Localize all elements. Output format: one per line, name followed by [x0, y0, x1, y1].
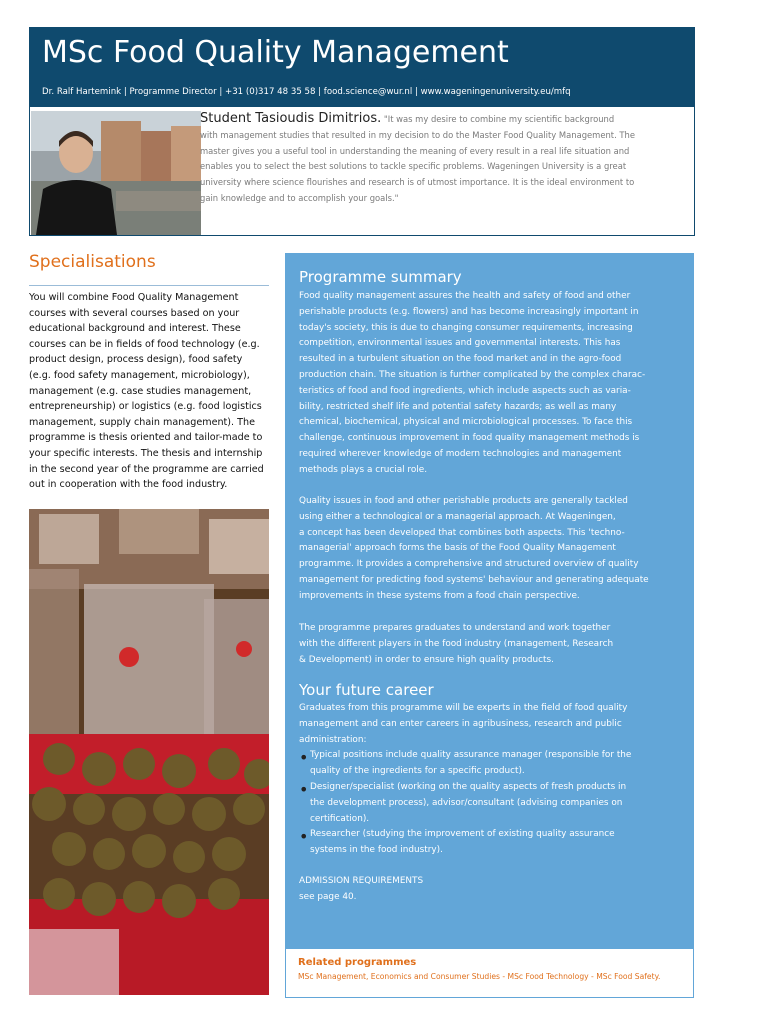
- programme-summary-box: [285, 253, 694, 948]
- text-line: educational background and interest. These: [29, 323, 241, 335]
- career-bullet: [299, 827, 631, 859]
- student-testimonial: [29, 107, 695, 236]
- career-text: [299, 701, 631, 859]
- summary-paragraph-2: [299, 494, 649, 605]
- text-line: using either a technological or a managerial approach. At Wageningen,: [299, 511, 616, 522]
- text-line: programme is thesis oriented and tailor-made to: [29, 432, 263, 444]
- divider: [29, 285, 269, 286]
- header-banner: [29, 27, 695, 107]
- text-line: today's society, this is due to changing consumer requirements, increasing: [299, 322, 633, 333]
- page-title: MSc Food Quality Management: [42, 35, 509, 70]
- career-heading: Your future career: [299, 681, 434, 699]
- admission-requirements: [299, 874, 423, 906]
- text-line: & Development) in order to ensure high quality products.: [299, 654, 554, 665]
- text-line: with the different players in the food industry (management, Research: [299, 638, 614, 649]
- quote-line: master gives you a useful tool in understanding the meaning of every result in a real life situation and: [200, 145, 630, 156]
- quote-line: university where science flourishes and research is of utmost importance. It is the ideal environment to: [200, 177, 635, 188]
- text-line: entrepreneurship) or logistics (e.g. food logistics: [29, 401, 262, 413]
- text-line: The programme prepares graduates to understand and work together: [299, 623, 611, 633]
- text-line: management for predicting food systems' behaviour and generating adequate: [299, 574, 649, 585]
- text-line: • Researcher (studying the improvement of existing quality assurance: [310, 829, 615, 840]
- market-photo: [29, 509, 269, 995]
- text-line: • Typical positions include quality assurance manager (responsible for the: [310, 750, 632, 761]
- text-line: methods plays a crucial role.: [299, 464, 428, 475]
- text-line: Graduates from this programme will be experts in the field of food quality: [299, 703, 628, 713]
- related-heading: Related programmes: [298, 957, 417, 968]
- career-bullet: [299, 748, 631, 780]
- text-line: systems in the food industry).: [310, 845, 443, 856]
- admission-title: ADMISSION REQUIREMENTS: [299, 876, 424, 886]
- text-line: challenge, continuous improvement in food quality management methods is: [299, 433, 640, 444]
- text-line: certification).: [310, 813, 370, 824]
- text-line: bility, restricted shelf life and potential safety hazards; as well as many: [299, 401, 617, 412]
- summary-paragraph-3: [299, 621, 613, 668]
- text-line: courses with several courses based on your: [29, 307, 240, 319]
- text-line: the development process), advisor/consultant (advising companies on: [310, 797, 623, 808]
- text-line: improvements in these systems from a food chain perspective.: [299, 590, 580, 601]
- admission-text: see page 40.: [299, 891, 357, 902]
- text-line: managerial' approach forms the basis of the Food Quality Management: [299, 543, 616, 554]
- related-list: MSc Management, Economics and Consumer Studies - MSc Food Technology - MSc Food Safety.: [298, 972, 661, 981]
- text-line: chemical, biochemical, physical and microbiological processes. To face this: [299, 417, 633, 428]
- text-line: teristics of food and food ingredients, which include aspects such as varia-: [299, 385, 631, 396]
- text-line: administration:: [299, 734, 367, 745]
- contact-line: Dr. Ralf Hartemink | Programme Director | +31 (0)317 48 35 58 | food.science@wur.nl | www.wageningenuniversity.eu/mfq: [42, 87, 571, 97]
- student-quote: [200, 111, 670, 207]
- quote-line: "It was my desire to combine my scientific background: [383, 114, 615, 124]
- text-line: Food quality management assures the health and safety of food and other: [299, 291, 631, 301]
- text-line: resulted in a turbulent situation on the food market and in the agro-food: [299, 354, 622, 365]
- text-line: • Designer/specialist (working on the quality aspects of fresh products in: [310, 781, 627, 792]
- career-bullet: [299, 780, 631, 827]
- student-photo: [31, 111, 201, 235]
- text-line: You will combine Food Quality Management: [29, 292, 239, 303]
- text-line: competition, environmental issues and governmental interests. This has: [299, 338, 621, 349]
- text-line: (e.g. food safety management, microbiology),: [29, 369, 250, 381]
- text-line: in the second year of the programme are carried: [29, 463, 264, 475]
- text-line: courses can be in fields of food technology (e.g.: [29, 338, 260, 350]
- text-line: product design, process design), food safety: [29, 354, 243, 366]
- text-line: management and can enter careers in agribusiness, research and public: [299, 718, 622, 729]
- quote-line: gain knowledge and to accomplish your goals.": [200, 192, 399, 203]
- text-line: a concept has been developed that combines both aspects. This 'techno-: [299, 527, 625, 538]
- related-programmes-box: [285, 948, 694, 998]
- summary-heading: Programme summary: [299, 268, 462, 286]
- text-line: quality of the ingredients for a specific product).: [310, 766, 525, 777]
- text-line: out in cooperation with the food industry.: [29, 479, 228, 491]
- text-line: Quality issues in food and other perishable products are generally tackled: [299, 496, 628, 506]
- quote-line: enables you to select the best solutions to tackle specific problems. Wageningen University is a great: [200, 161, 627, 172]
- summary-paragraph-1: [299, 289, 645, 479]
- text-line: management (e.g. case studies management,: [29, 385, 252, 397]
- specialisations-heading: Specialisations: [29, 252, 156, 272]
- text-line: perishable products (e.g. flowers) and has become increasingly important in: [299, 306, 639, 317]
- text-line: programme. It provides a comprehensive and structured overview of quality: [299, 559, 639, 570]
- student-name: Student Tasioudis Dimitrios.: [200, 111, 382, 126]
- text-line: your specific interests. The thesis and internship: [29, 447, 263, 459]
- specialisations-text: [29, 290, 271, 493]
- text-line: required wherever knowledge of modern technologies and management: [299, 448, 622, 459]
- text-line: management, supply chain management). The: [29, 416, 255, 428]
- text-line: production chain. The situation is further complicated by the complex charac-: [299, 369, 646, 380]
- quote-line: with management studies that resulted in my decision to do the Master Food Quality Management. The: [200, 129, 635, 140]
